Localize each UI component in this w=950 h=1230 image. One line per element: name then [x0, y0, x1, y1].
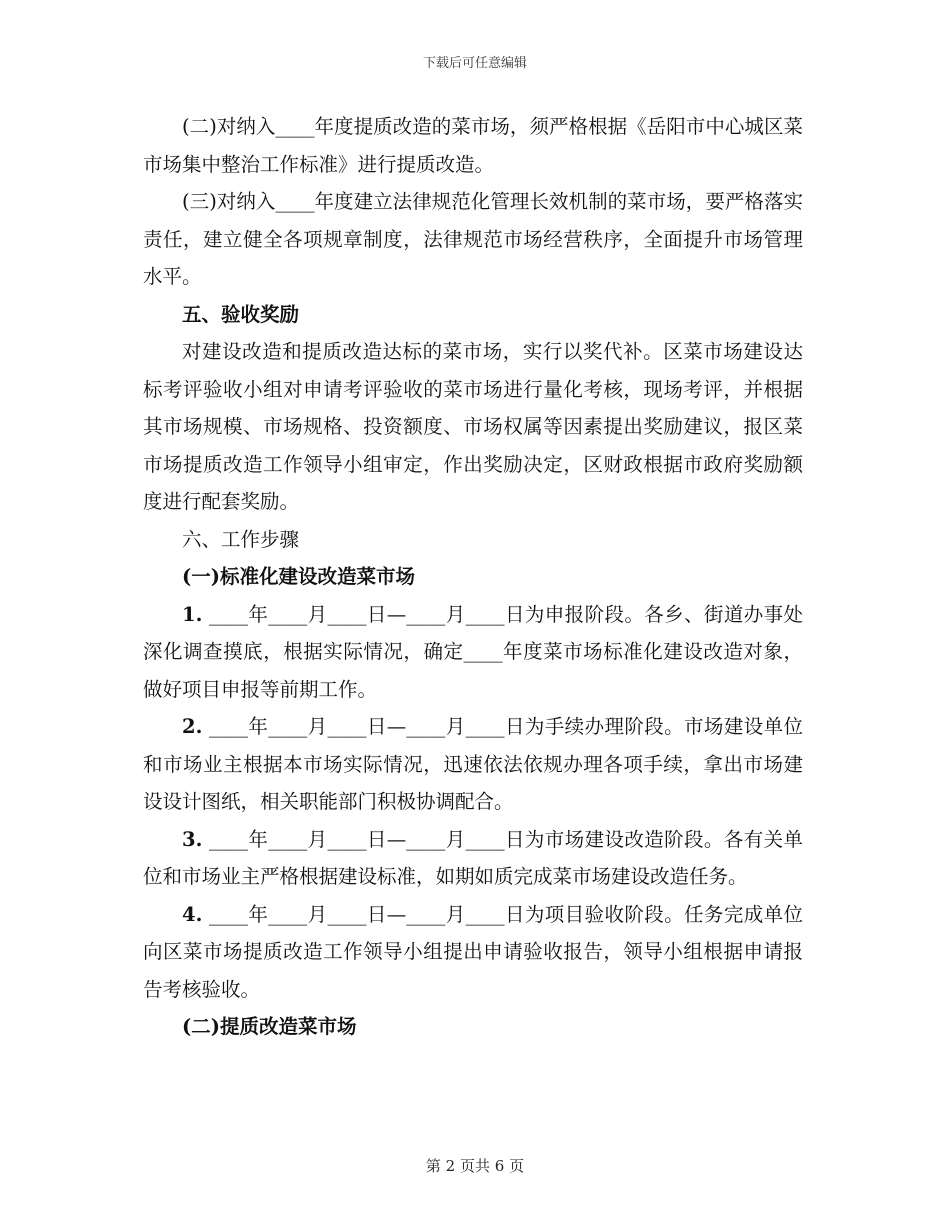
step-item-2: [143, 708, 803, 821]
step-number: 1.: [182, 602, 203, 626]
step-text: ____年____月____日—____月____日为申报阶段。各乡、街道办事处深化调查摸底，根据实际情况，确定____年度菜市场标准化建设改造对象，做好项目申报等前期工作。: [143, 602, 803, 701]
subsection-heading-1: (一)标准化建设改造菜市场: [182, 565, 415, 588]
page-footer: 第 2 页共 6 页: [425, 1157, 525, 1175]
step-text: ____年____月____日—____月____日为手续办理阶段。市场建设单位和市场业主根据本市场实际情况，迅速依法依规办理各项手续，拿出市场建设设计图纸，相关职能部门积极协调配合。: [143, 715, 803, 813]
step-number: 2.: [182, 715, 203, 738]
step-number: 3.: [182, 827, 203, 851]
subsection-heading-2: (二)提质改造菜市场: [182, 1015, 357, 1038]
section-heading-6: 六、工作步骤: [182, 527, 300, 551]
document-body: [143, 108, 803, 1046]
step-number: 4.: [182, 902, 203, 926]
step-text: ____年____月____日—____月____日为市场建设改造阶段。各有关单位和市场业主严格根据建设标准，如期如质完成菜市场建设改造任务。: [143, 827, 803, 888]
step-text: ____年____月____日—____月____日为项目验收阶段。任务完成单位向区菜市场提质改造工作领导小组提出申请验收报告，领导小组根据申请报告考核验收。: [143, 902, 803, 1001]
paragraph-item-2: (二)对纳入____年度提质改造的菜市场，须严格根据《岳阳市中心城区菜市场集中整治工作标准》进行提质改造。: [143, 115, 803, 176]
step-item-3: [143, 821, 803, 896]
paragraph-item-3: (三)对纳入____年度建立法律规范化管理长效机制的菜市场，要严格落实责任，建立健全各项规章制度，法律规范市场经营秩序，全面提升市场管理水平。: [143, 190, 803, 288]
step-item-4: [143, 896, 803, 1009]
paragraph-reward: 对建设改造和提质改造达标的菜市场，实行以奖代补。区菜市场建设达标考评验收小组对申请考评验收的菜市场进行量化考核，现场考评，并根据其市场规模、市场规格、投资额度、市场权属等因素提出奖励建议，报区菜市场提质改造工作领导小组审定，作出奖励决定，区财政根据市政府奖励额度进行配套奖励。: [143, 340, 803, 513]
section-heading-5: 五、验收奖励: [182, 302, 300, 326]
page-header: 下载后可任意编辑: [422, 56, 527, 71]
step-item-1: [143, 596, 803, 709]
